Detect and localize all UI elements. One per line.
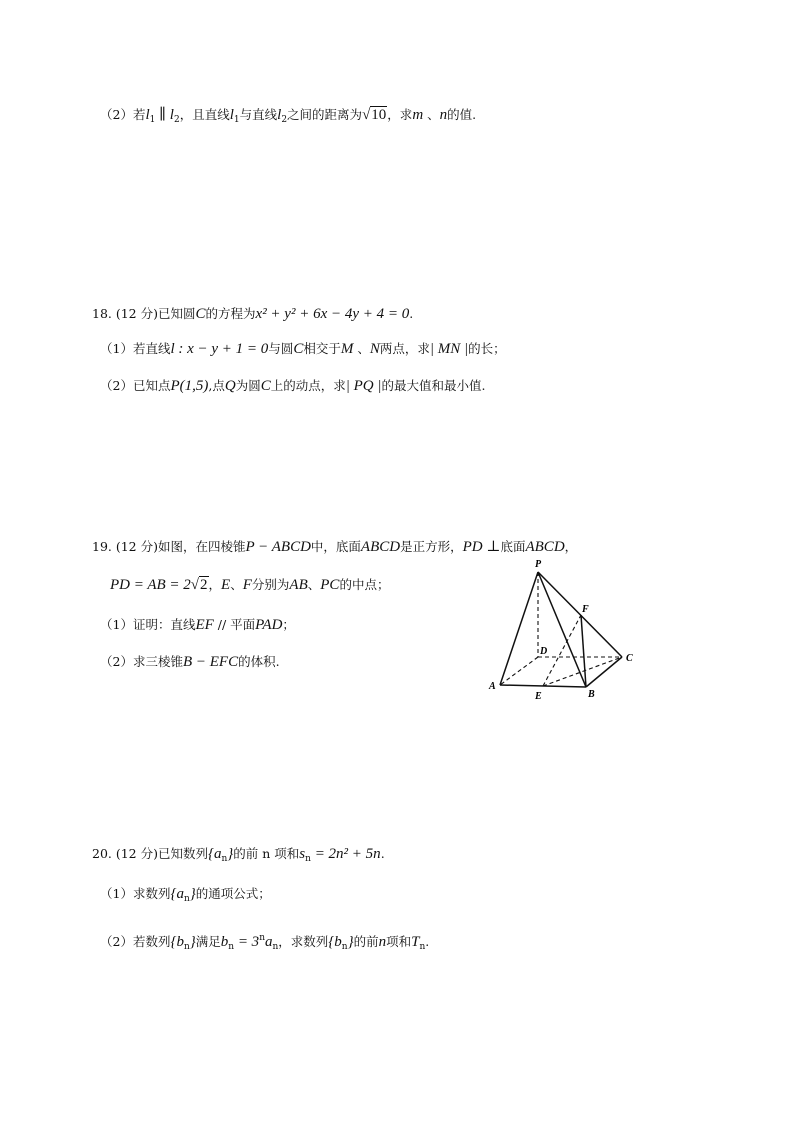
term-a: a bbox=[264, 934, 273, 950]
q20-part2-text: （2）若数列 bbox=[100, 934, 171, 949]
q20-stem-text: 20. (12 分)已知数列 bbox=[92, 846, 208, 861]
q18-part2 bbox=[100, 377, 485, 395]
q19-line2-text: 、 bbox=[307, 577, 321, 592]
term-b: b bbox=[220, 934, 229, 950]
q19-line2-text: 的中点； bbox=[339, 577, 390, 592]
q19-stem bbox=[92, 538, 577, 556]
subscript: 2 bbox=[173, 115, 180, 125]
brace: } bbox=[347, 934, 354, 950]
q18-part2-text: 的最大值和最小值. bbox=[381, 378, 486, 393]
math-n: n bbox=[378, 934, 387, 950]
q19-part2-text: （2）求三棱锥 bbox=[100, 654, 183, 669]
sum-T: T bbox=[411, 934, 420, 950]
q18-part1 bbox=[100, 340, 506, 358]
equation: = 3 bbox=[234, 934, 260, 950]
edge-PB bbox=[538, 572, 586, 687]
q18-part2-text: ,点 bbox=[208, 378, 225, 393]
q17-part2-text: 之间的距离为 bbox=[287, 107, 363, 122]
math-E: E bbox=[221, 577, 231, 593]
segment-EF bbox=[543, 615, 581, 686]
math-N: N bbox=[369, 341, 380, 357]
math-n: n bbox=[439, 107, 448, 123]
q20-part1-text: 的通项公式； bbox=[195, 886, 271, 901]
q19-part2 bbox=[100, 653, 280, 671]
label-E: E bbox=[535, 691, 542, 702]
q18-part1-text: 与圆 bbox=[268, 341, 294, 356]
line-equation: l : x − y + 1 = 0 bbox=[170, 341, 269, 357]
q18-stem-text: 18. (12 分)已知圆 bbox=[92, 306, 196, 321]
label-A: A bbox=[489, 681, 496, 692]
q19-stem-text: 是正方形， bbox=[400, 539, 463, 554]
math-l: l bbox=[229, 107, 234, 123]
math-C: C bbox=[260, 378, 271, 394]
q18-part2-text: 上的动点，求 bbox=[270, 378, 346, 393]
brace: } bbox=[189, 886, 196, 902]
q17-part2-text: 与直线 bbox=[239, 107, 278, 122]
label-D: D bbox=[540, 646, 548, 657]
subscript: n bbox=[272, 942, 279, 952]
q20-part1 bbox=[100, 885, 271, 908]
q20-part2 bbox=[100, 929, 429, 956]
sum-equation: = 2n² + 5n bbox=[310, 846, 381, 862]
q17-part2-text: ，求 bbox=[387, 107, 413, 122]
math-F: F bbox=[242, 577, 252, 593]
q18-part1-text: 、 bbox=[353, 341, 370, 356]
q19-part1-text: （1）证明：直线 bbox=[100, 617, 196, 632]
math-Q: Q bbox=[224, 378, 236, 394]
pyramid-figure bbox=[480, 555, 640, 705]
subscript: n bbox=[183, 894, 190, 904]
segment-AB: AB bbox=[289, 577, 308, 593]
q20-part2-text: . bbox=[425, 934, 430, 949]
radical-sign: √ bbox=[190, 577, 200, 593]
q18-part2-text: 为圆 bbox=[235, 378, 261, 393]
q20-stem-text: 的前 n 项和 bbox=[233, 846, 300, 861]
q19-line2-text: 分别为 bbox=[251, 577, 290, 592]
q19-stem-text: ， bbox=[564, 539, 578, 554]
q19-line2-text: ， bbox=[208, 577, 222, 592]
subscript: n bbox=[305, 854, 311, 864]
subscript: 2 bbox=[281, 115, 288, 125]
sequence-b: {b bbox=[170, 934, 184, 950]
q20-stem bbox=[92, 845, 385, 868]
math-l: l bbox=[277, 107, 282, 123]
q17-part2-text: ，且直线 bbox=[179, 107, 230, 122]
q18-part2-text: （2）已知点 bbox=[100, 378, 171, 393]
point-P: P(1,5) bbox=[170, 378, 209, 394]
q19-part2-text: 的体积. bbox=[238, 654, 280, 669]
label-B: B bbox=[588, 689, 595, 700]
edge-BC bbox=[586, 657, 622, 687]
subscript: 1 bbox=[233, 115, 240, 125]
math-l: l bbox=[145, 107, 150, 123]
brace: } bbox=[227, 846, 234, 862]
q18-stem-text: . bbox=[409, 306, 414, 321]
q20-stem-text: . bbox=[380, 846, 385, 861]
label-F: F bbox=[582, 604, 589, 615]
q19-part1-text: // 平面 bbox=[213, 617, 256, 632]
label-C: C bbox=[626, 653, 633, 664]
radicand: 10 bbox=[371, 107, 387, 123]
q18-stem bbox=[92, 305, 413, 323]
q19-stem-text: 19. (12 分)如图，在四棱锥 bbox=[92, 539, 246, 554]
edge-PA bbox=[500, 572, 538, 685]
q19-line2 bbox=[110, 576, 389, 594]
q19-stem-text: 底面 bbox=[500, 539, 526, 554]
q20-part2-text: 的前 bbox=[353, 934, 379, 949]
q17-part2-text: 的值. bbox=[447, 107, 477, 122]
math-M: M bbox=[340, 341, 354, 357]
q18-part1-text: 的长； bbox=[468, 341, 506, 356]
math-C: C bbox=[195, 306, 206, 322]
abs-PQ: | PQ | bbox=[345, 378, 382, 394]
q19-line2-text: 、 bbox=[230, 577, 243, 592]
base-name: ABCD bbox=[360, 539, 401, 555]
tetrahedron-name: B − EFC bbox=[182, 654, 239, 670]
q18-part1-text: 两点，求 bbox=[379, 341, 430, 356]
radicand: 2 bbox=[200, 577, 208, 593]
q17-part2-text: （2）若 bbox=[100, 107, 146, 122]
subscript: 1 bbox=[149, 115, 156, 125]
base-name: ABCD bbox=[525, 539, 565, 555]
math-l: l bbox=[169, 107, 174, 123]
q20-part2-text: 满足 bbox=[195, 934, 221, 949]
length-equation: PD = AB = 2 bbox=[110, 577, 191, 593]
q20-part2-text: ，求数列 bbox=[278, 934, 329, 949]
radical-sign: √ bbox=[362, 107, 371, 123]
q17-part2-text: 、 bbox=[423, 107, 440, 122]
label-P: P bbox=[535, 559, 542, 570]
subscript: n bbox=[419, 942, 426, 952]
plane-PAD: PAD bbox=[255, 617, 283, 633]
edge-DA bbox=[500, 657, 538, 685]
q20-part2-text: 项和 bbox=[386, 934, 412, 949]
subscript: n bbox=[341, 942, 348, 952]
sequence-a: {a bbox=[170, 886, 184, 902]
q20-part1-text: （1）求数列 bbox=[100, 886, 171, 901]
pyramid-name: P − ABCD bbox=[245, 539, 311, 555]
q18-part1-text: （1）若直线 bbox=[100, 341, 171, 356]
parallel-symbol: ∥ bbox=[155, 107, 170, 123]
q18-part1-text: 相交于 bbox=[303, 341, 341, 356]
sequence-b: {b bbox=[328, 934, 342, 950]
segment-EC bbox=[543, 657, 622, 686]
q19-stem-text: 中，底面 bbox=[310, 539, 361, 554]
perpendicular: PD ⊥ bbox=[462, 539, 501, 555]
circle-equation: x² + y² + 6x − 4y + 4 = 0 bbox=[255, 306, 410, 322]
abs-MN: | MN | bbox=[429, 341, 469, 357]
sum-s: s bbox=[299, 846, 306, 862]
sequence-a: {a bbox=[208, 846, 222, 862]
math-C: C bbox=[293, 341, 304, 357]
subscript: n bbox=[183, 942, 190, 952]
math-m: m bbox=[412, 107, 424, 123]
q19-part1 bbox=[100, 616, 295, 634]
subscript: n bbox=[221, 854, 228, 864]
q19-part1-text: ； bbox=[282, 617, 295, 632]
q17-part2 bbox=[100, 106, 476, 129]
q18-stem-text: 的方程为 bbox=[205, 306, 256, 321]
subscript: n bbox=[228, 942, 235, 952]
superscript: n bbox=[259, 933, 265, 943]
segment-EF: EF bbox=[195, 617, 214, 633]
edge-PC bbox=[538, 572, 622, 657]
segment-PC: PC bbox=[320, 577, 340, 593]
brace: } bbox=[189, 934, 196, 950]
